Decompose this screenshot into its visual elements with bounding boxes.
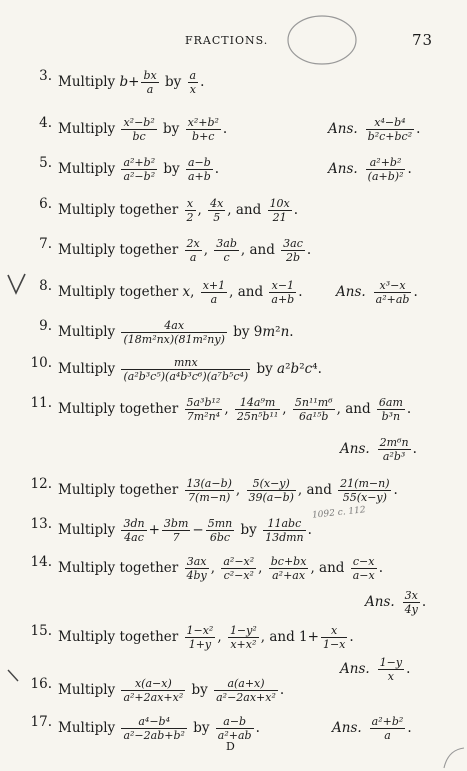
corner-pencil-mark: [440, 744, 466, 770]
chapter-title: FRACTIONS.: [185, 34, 269, 47]
problem-text: Multiply together $\frac{x}{2}$ , $\frac{4x}{5}$ , and $\frac{10x}{21}$ .: [58, 197, 299, 224]
problem-number: 15.: [30, 623, 52, 639]
answer: Ans. $\frac{\text{a²+b²}}{a}$ .: [332, 715, 412, 742]
problem-number: 10.: [30, 355, 52, 371]
problem-text: Multiply $\frac{4ax}{\text{(18m²nx)(81m²ny)}}$ by 9m²n.: [58, 319, 294, 346]
problem-text: Multiply $\frac{\text{x²−b²}}{bc}$ by $\frac{\text{x²+b²}}{b+c}$ .: [58, 116, 228, 143]
problem-text: Multiply together x, $\frac{x+1}{a}$ , and $\frac{x-1}{a+b}$ .: [58, 279, 303, 306]
problem-number: 8.: [39, 278, 52, 294]
problem-text: Multiply $\frac{\text{mnx}}{\text{(a²b³c⁵)(a⁴b³c⁶)(a⁷b⁵c⁴)}}$ by a²b²c⁴.: [58, 356, 322, 383]
problem-number: 6.: [39, 196, 52, 212]
problem-number: 3.: [39, 68, 52, 84]
problem-number: 12.: [30, 476, 52, 492]
signature-mark: D: [226, 740, 235, 753]
answer: Ans. $\frac{\text{x³−x}}{\text{a²+ab}}$ .: [336, 279, 418, 306]
problem-number: 14.: [30, 554, 52, 570]
problem-number: 11.: [30, 395, 52, 411]
problem-number: 9.: [39, 318, 52, 334]
problem-text: Multiply $\frac{\text{a⁴−b⁴}}{\text{a²−2ab+b²}}$ by $\frac{a-b}{\text{a²+ab}}$ .: [58, 715, 260, 742]
problem-number: 5.: [39, 155, 52, 171]
problem-number: 16.: [30, 676, 52, 692]
page-number: 73: [412, 31, 434, 49]
problem-text: Multiply together $\frac{\text{5a³b¹²}}{\text{7m²n⁴}}$ , $\frac{\text{14a⁹m}}{\text{25n⁵b¹¹}}$ , $\frac{\text{5n¹¹m⁶}}{\text{6a¹⁵b}}$ , and $\frac{6am}{\text{b³n}}$ .: [58, 396, 412, 423]
stamp-circle-mark: [282, 8, 362, 68]
answer: Ans. $\frac{\text{x⁴−b⁴}}{\text{b²c+bc²}}$ .: [328, 116, 421, 143]
problem-text: Multiply together $\frac{2x}{a}$ , $\frac{3ab}{c}$ , and $\frac{3ac}{2b}$ .: [58, 237, 312, 264]
problem-number: 7.: [39, 236, 52, 252]
problem-text: Multiply together $\frac{\text{1−x²}}{1+y}$ , $\frac{\text{1−y²}}{\text{x+x²}}$ , and 1+ $\frac{x}{1-x}$ .: [58, 624, 354, 651]
answer: Ans. $\frac{\text{2m⁶n}}{\text{a²b³}}$ .: [340, 436, 417, 463]
handwritten-check-mark: [6, 272, 28, 296]
problem-text: Multiply $\frac{3dn}{4ac}$ + $\frac{3bm}{7}$ − $\frac{5mn}{6bc}$ by $\frac{\text{11abc}}{\text{13dmn}}$ .: [58, 517, 312, 544]
problem-text: Multiply $\frac{\text{a²+b²}}{\text{a²−b²}}$ by $\frac{a-b}{a+b}$ .: [58, 156, 220, 183]
problem-text: Multiply together $\frac{3ax}{4by}$ , $\frac{\text{a²−x²}}{\text{c²−x²}}$ , $\frac{bc+bx}{\text{a²+ax}}$ , and $\frac{c-x}{a-x}$ .: [58, 555, 383, 582]
handwritten-note: 1092 c. 112: [311, 505, 367, 521]
problem-number: 13.: [30, 516, 52, 532]
problem-number: 17.: [30, 714, 52, 730]
problem-number: 4.: [39, 115, 52, 131]
problem-text: Multiply $\frac{x(a-x)}{\text{a²+2ax+x²}}$ by $\frac{a(a+x)}{\text{a²−2ax+x²}}$ .: [58, 677, 285, 704]
answer: Ans. $\frac{3x}{4y}$ .: [365, 589, 427, 616]
answer: Ans. $\frac{1-y}{x}$ .: [340, 656, 411, 683]
problem-text: Multiply b+ $\frac{bx}{a}$ by $\frac{a}{x}$ .: [58, 69, 205, 96]
problem-text: Multiply together $\frac{13(a-b)}{7(m-n)}$ , $\frac{5(x-y)}{39(a-b)}$ , and $\frac{21(m-n)}{55(x-y)}$ .: [58, 477, 398, 504]
answer: Ans. $\frac{\text{a²+b²}}{\text{(a+b)²}}$ .: [328, 156, 412, 183]
handwritten-tick-mark: [6, 668, 22, 684]
